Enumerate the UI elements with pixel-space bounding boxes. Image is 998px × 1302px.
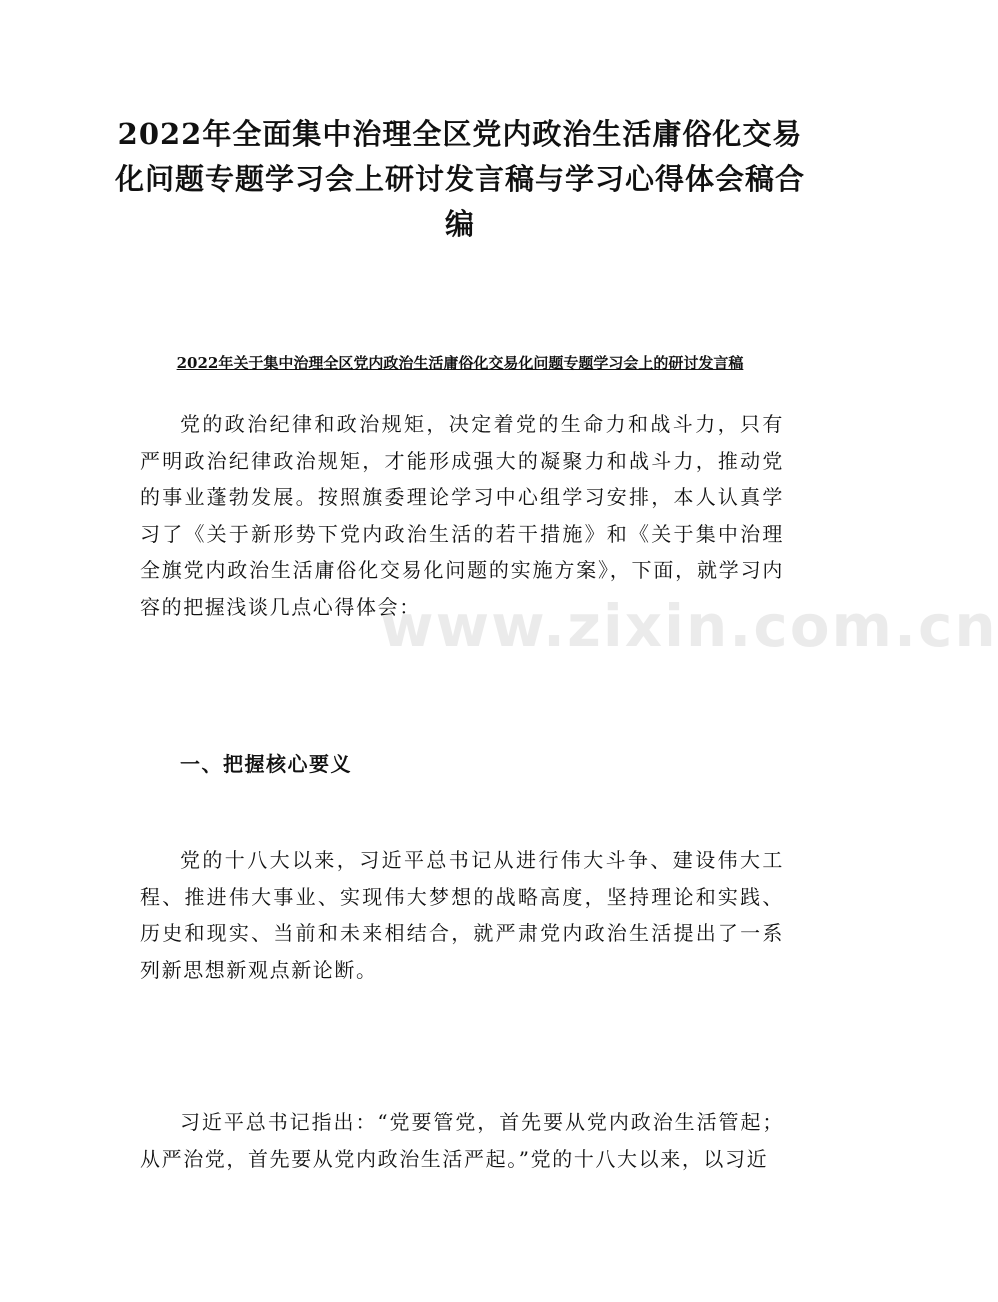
document-title: 2022年全面集中治理全区党内政治生活庸俗化交易化问题专题学习会上研讨发言稿与学习心得体会稿合编 <box>114 117 805 241</box>
paragraph-section-1: 党的十八大以来，习近平总书记从进行伟大斗争、建设伟大工程、推进伟大事业、实现伟大梦想的战略高度，坚持理论和实践、历史和现实、当前和未来相结合，就严肃党内政治生活提出了一系列新思想新观点新论断。 <box>140 848 784 982</box>
site-watermark: www.zixin.com.cn <box>380 592 998 660</box>
speech-subtitle: 2022年关于集中治理全区党内政治生活庸俗化交易化问题专题学习会上的研讨发言稿 <box>176 354 744 372</box>
paragraph-quote: 习近平总书记指出：“党要管党，首先要从党内政治生活管起；从严治党，首先要从党内政治生活严起。”党的十八大以来，以习近 <box>140 1110 784 1171</box>
paragraph-intro: 党的政治纪律和政治规矩，决定着党的生命力和战斗力，只有严明政治纪律政治规矩，才能形成强大的凝聚力和战斗力，推动党的事业蓬勃发展。按照旗委理论学习中心组学习安排，本人认真学习了《关于新形势下党内政治生活的若干措施》和《关于集中治理全旗党内政治生活庸俗化交易化问题的实施方案》，下面，就学习内容的把握浅谈几点心得体会： <box>140 412 784 619</box>
section-heading-1: 一、把握核心要义 <box>180 752 352 776</box>
